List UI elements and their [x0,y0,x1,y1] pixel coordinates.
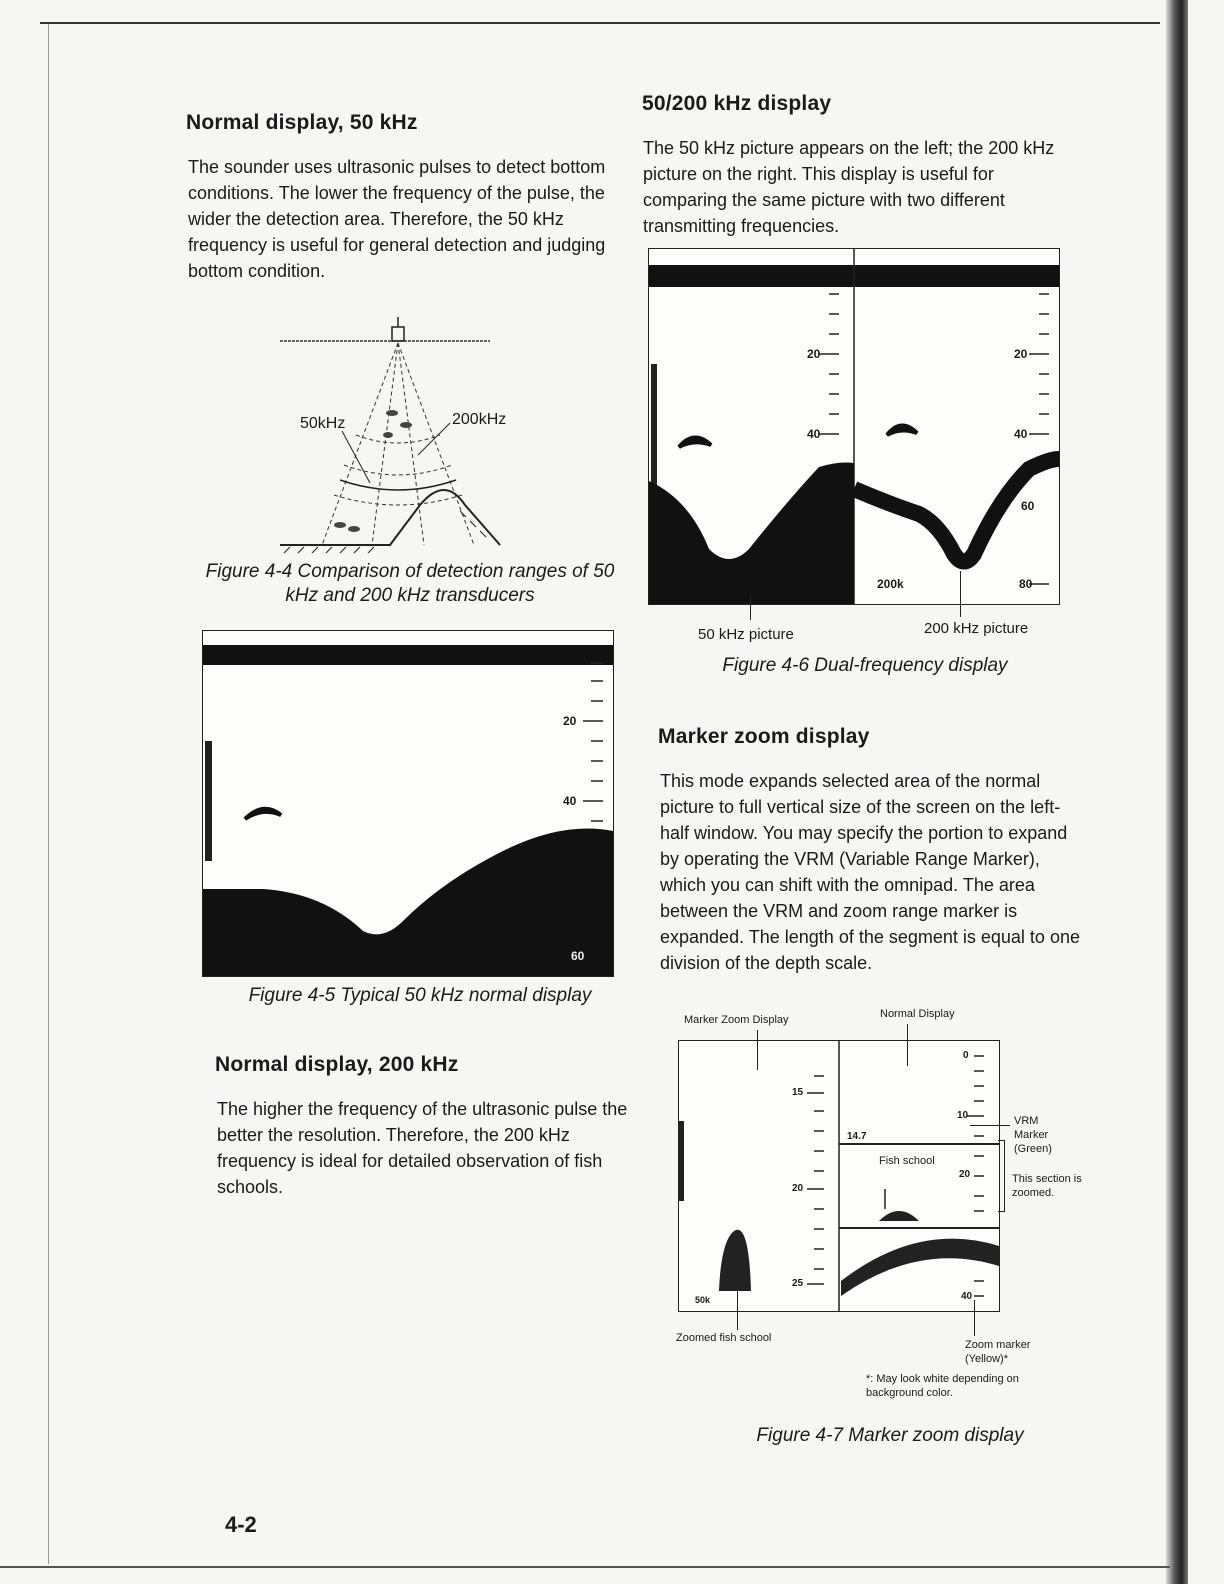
tag-50k: 50k [695,1295,711,1305]
caption-figure-4-6: Figure 4-6 Dual-frequency display [722,655,1008,676]
normal-scale-10: 10 [957,1110,969,1121]
paragraph-marker-zoom: This mode expands selected area of the normal picture to full vertical size of the screen on the left-half window. You may specify the portion to expand by operating the VRM (Variable Range Marker), which you can shift with the omnipad. The area between the VRM and zoom range marker is expanded. The length of the segment is equal to one division of the depth scale. [660,771,1080,973]
normal-scale-0: 0 [963,1050,969,1061]
pointer-normal [907,1024,908,1066]
page-number: 4-2 [225,1512,257,1537]
marker-zoom-graphic [679,1041,999,1311]
label-normal-display: Normal Display [880,1008,955,1020]
zoom-scale-25: 25 [792,1278,804,1289]
label-50khz-picture: 50 kHz picture [698,626,794,643]
pointer-marker-zoom [757,1030,758,1070]
footnote-zoom-marker: *: May look white depending on background color. [866,1373,1019,1399]
dual-scale-right-80: 80 [1019,577,1033,591]
label-200khz-picture: 200 kHz picture [924,620,1029,637]
paragraph-normal-50khz: The sounder uses ultrasonic pulses to detect bottom conditions. The lower the frequency of the pulse, the wider the detection area. Therefore, the 50 kHz frequency is useful for general detection and judging bottom condition. [188,157,606,281]
paragraph-dual-display: The 50 kHz picture appears on the left; the 200 kHz picture on the right. This display is useful for comparing the same picture with two different transmitting frequencies. [643,138,1055,236]
heading-marker-zoom: Marker zoom display [658,725,870,748]
dual-scale-right-20: 20 [1014,347,1028,361]
pointer-vrm [970,1125,1010,1126]
scale-60: 60 [571,949,585,963]
dual-scale-left-40: 40 [807,427,821,441]
pointer-200khz [960,571,961,617]
dual-scale-right-40: 40 [1014,427,1028,441]
value-14-7: 14.7 [847,1131,867,1142]
pointer-zoomed-fish [737,1290,738,1330]
heading-normal-50khz: Normal display, 50 kHz [186,111,418,134]
tag-200k: 200k [877,577,904,591]
label-50khz: 50kHz [300,415,346,432]
pointer-50khz [750,596,751,620]
zoom-scale-15: 15 [792,1087,804,1098]
heading-dual-display: 50/200 kHz display [642,92,832,115]
label-zoomed-section: This section is zoomed. [1012,1173,1082,1199]
label-fish-school: Fish school [879,1155,935,1167]
bottom-rule [0,1566,1170,1568]
zoom-scale-20: 20 [792,1183,804,1194]
label-vrm-marker: VRM Marker (Green) [1014,1115,1052,1155]
dual-frequency-screen [648,248,1060,605]
dual-scale-left-20: 20 [807,347,821,361]
marker-zoom-screen [678,1040,1000,1312]
echo-graphic [203,631,613,976]
left-margin-line [48,24,49,1564]
label-zoom-marker: Zoom marker (Yellow)* [965,1339,1031,1365]
caption-figure-4-7: Figure 4-7 Marker zoom display [756,1425,1024,1446]
detection-range-diagram [270,315,520,555]
binding-edge [1166,0,1188,1584]
dual-scale-right-60: 60 [1021,499,1035,513]
scale-20: 20 [563,714,577,728]
sounder-screen-50khz [202,630,614,977]
heading-normal-200khz: Normal display, 200 kHz [215,1053,459,1076]
label-200khz: 200kHz [452,411,507,428]
pointer-zoom-marker [974,1300,975,1336]
caption-figure-4-4: Figure 4-4 Comparison of detection ranges of 50 kHz and 200 kHz transducers [205,561,615,606]
label-zoomed-fish-school: Zoomed fish school [676,1332,772,1344]
normal-scale-20: 20 [959,1169,971,1180]
normal-scale-40: 40 [961,1291,973,1302]
zoomed-section-brace [998,1140,1005,1212]
label-marker-zoom-display: Marker Zoom Display [684,1014,789,1026]
caption-figure-4-5: Figure 4-5 Typical 50 kHz normal display [248,985,592,1006]
scale-40: 40 [563,794,577,808]
paragraph-normal-200khz: The higher the frequency of the ultrasonic pulse the better the resolution. Therefore, the 200 kHz frequency is ideal for detailed observation of fish schools. [217,1099,628,1197]
top-rule [40,22,1160,24]
dual-echo-graphic [649,249,1059,604]
